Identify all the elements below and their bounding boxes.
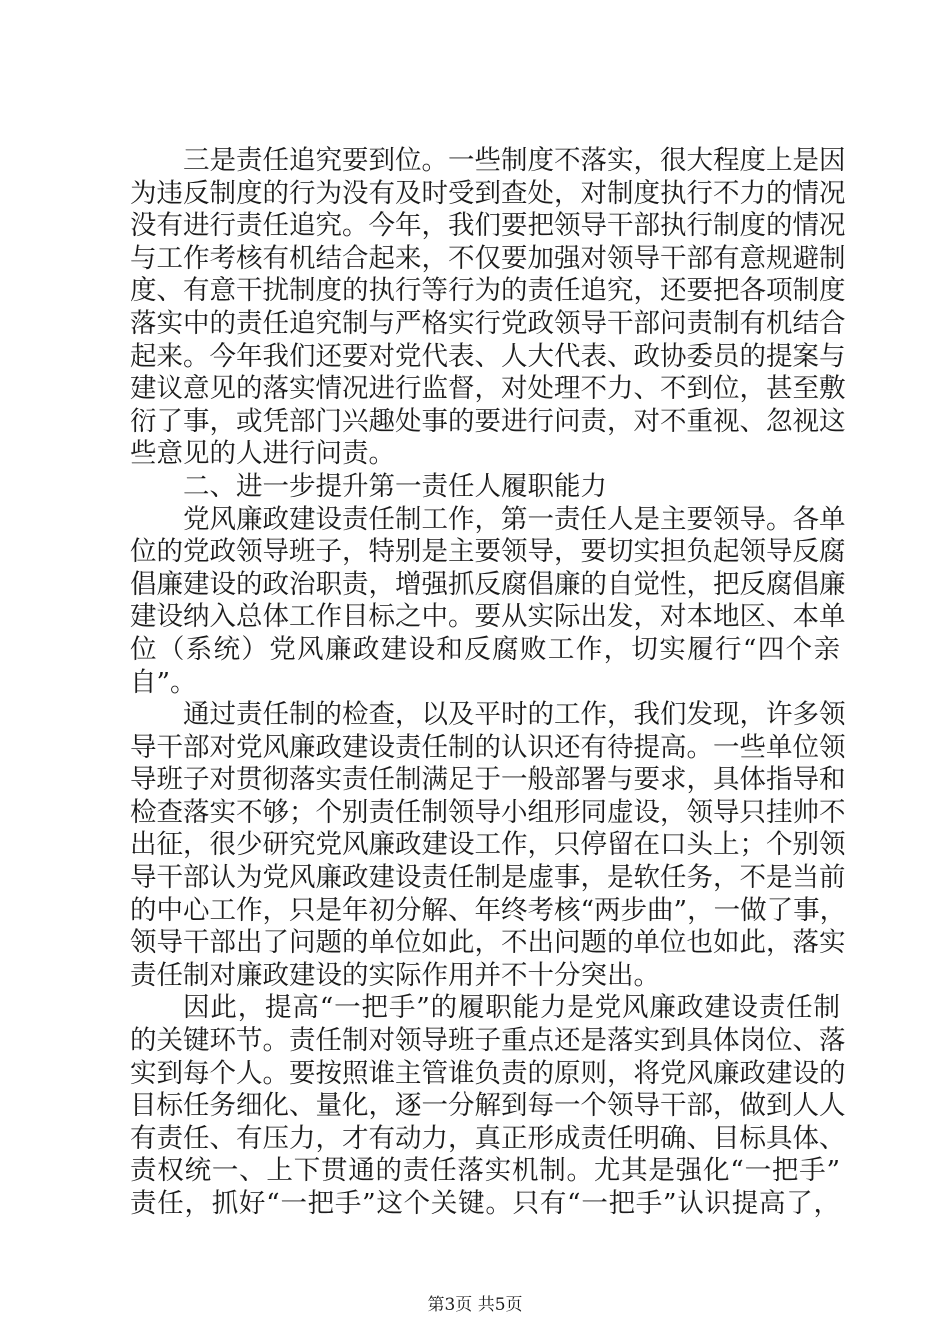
text-line: 度、有意干扰制度的执行等行为的责任追究，还要把各项制度 bbox=[130, 275, 846, 307]
document-body bbox=[130, 145, 847, 1221]
text-line: 与工作考核有机结合起来，不仅要加强对领导干部有意规避制 bbox=[130, 242, 846, 274]
text-line: 导干部认为党风廉政建设责任制是虚事，是软任务，不是当前 bbox=[130, 862, 846, 894]
text-line: 有责任、有压力，才有动力，真正形成责任明确、目标具体、 bbox=[130, 1122, 846, 1154]
text-line: 目标任务细化、量化，逐一分解到每一个领导干部，做到人人 bbox=[130, 1090, 846, 1122]
text-line: 二、进一步提升第一责任人履职能力 bbox=[183, 470, 607, 502]
text-line: 落实中的责任追究制与严格实行党政领导干部问责制有机结合 bbox=[130, 307, 846, 339]
text-line: 三是责任追究要到位。一些制度不落实，很大程度上是因 bbox=[183, 145, 846, 176]
text-line: 出征，很少研究党风廉政建设工作，只停留在口头上；个别领 bbox=[130, 829, 846, 861]
text-line: 衍了事，或凭部门兴趣处事的要进行问责，对不重视、忽视这 bbox=[130, 405, 846, 437]
text-line: 建设纳入总体工作目标之中。要从实际出发，对本地区、本单 bbox=[130, 601, 846, 633]
text-line: 领导干部出了问题的单位如此，不出问题的单位也如此，落实 bbox=[130, 927, 846, 959]
text-line: 导干部对党风廉政建设责任制的认识还有待提高。一些单位领 bbox=[130, 731, 846, 763]
text-line: 责任制对廉政建设的实际作用并不十分突出。 bbox=[130, 959, 660, 991]
text-line: 因此，提高“一把手”的履职能力是党风廉政建设责任制 bbox=[183, 992, 840, 1024]
text-line: 责任，抓好“一把手”这个关键。只有“一把手”认识提高了， bbox=[130, 1188, 840, 1219]
text-line: 位的党政领导班子，特别是主要领导，要切实担负起领导反腐 bbox=[130, 536, 846, 568]
text-line: 为违反制度的行为没有及时受到查处，对制度执行不力的情况 bbox=[130, 177, 846, 209]
text-line: 责权统一、上下贯通的责任落实机制。尤其是强化“一把手” bbox=[130, 1155, 840, 1187]
text-line: 通过责任制的检查，以及平时的工作，我们发现，许多领 bbox=[183, 699, 846, 731]
text-line: 检查落实不够；个别责任制领导小组形同虚设，领导只挂帅不 bbox=[130, 796, 846, 828]
text-line: 倡廉建设的政治职责，增强抓反腐倡廉的自觉性，把反腐倡廉 bbox=[130, 568, 846, 600]
text-line: 起来。今年我们还要对党代表、人大代表、政协委员的提案与 bbox=[130, 340, 846, 372]
text-line: 自”。 bbox=[130, 666, 197, 698]
text-line: 位（系统）党风廉政建设和反腐败工作，切实履行“四个亲 bbox=[130, 633, 840, 665]
text-line: 些意见的人进行问责。 bbox=[130, 438, 395, 470]
text-line: 没有进行责任追究。今年，我们要把领导干部执行制度的情况 bbox=[130, 210, 846, 242]
text-line: 的中心工作，只是年初分解、年终考核“两步曲”，一做了事， bbox=[130, 894, 847, 926]
text-line: 实到每个人。要按照谁主管谁负责的原则，将党风廉政建设的 bbox=[130, 1057, 846, 1089]
text-line: 的关键环节。责任制对领导班子重点还是落实到具体岗位、落 bbox=[130, 1025, 846, 1057]
text-line: 党风廉政建设责任制工作，第一责任人是主要领导。各单 bbox=[183, 503, 846, 535]
text-line: 建议意见的落实情况进行监督，对处理不力、不到位，甚至敷 bbox=[130, 373, 846, 405]
text-line: 导班子对贯彻落实责任制满足于一般部署与要求，具体指导和 bbox=[130, 764, 846, 796]
page-footer: 第3页 共5页 bbox=[427, 1295, 523, 1315]
